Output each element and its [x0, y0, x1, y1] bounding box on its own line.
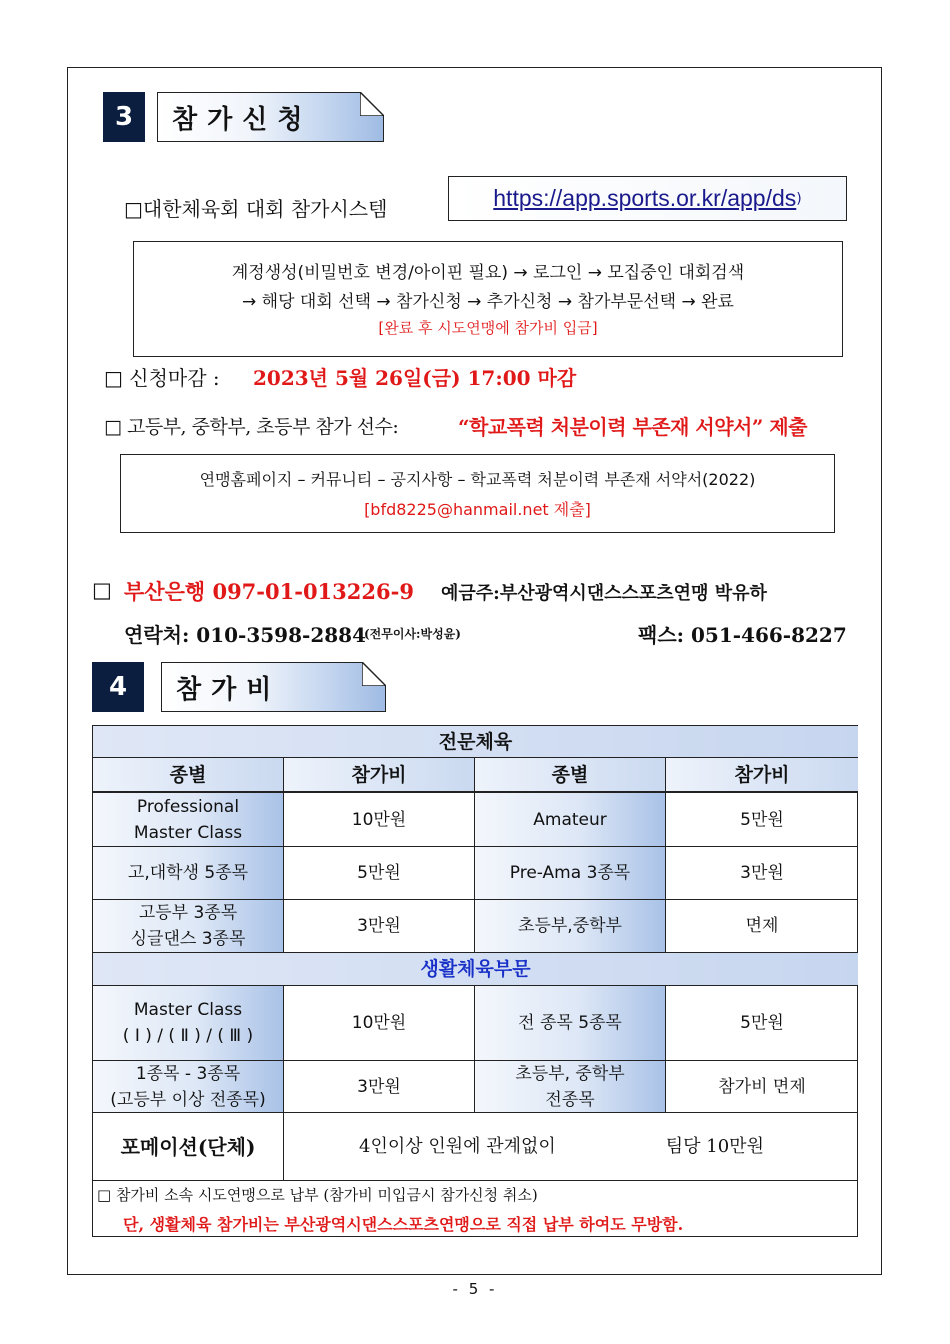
section4-title: 참가비	[176, 674, 282, 705]
life-cell-text: 1종목 - 3종목 (고등부 이상 전종목)	[110, 1063, 266, 1110]
pro-cell-text: 3만원	[357, 916, 401, 936]
section3-title-box	[157, 92, 384, 142]
pro-cell-text: 고,대학생 5종목	[127, 863, 249, 883]
life-title-text: 생활체육부문	[420, 958, 531, 980]
pro-cell-text: 5만원	[357, 863, 401, 883]
url-suffix: )	[796, 190, 802, 207]
contact-phone-note: (전무이사:박성윤)	[364, 627, 461, 641]
life-cell-text: 참가비 면제	[718, 1076, 806, 1097]
life-cell-text: Master Class ( Ⅰ ) / ( Ⅱ ) / ( Ⅲ )	[122, 1000, 254, 1046]
steps-line1: 계정생성(비밀번호 변경/아이핀 필요) → 로그인 → 모집중인 대회검색	[231, 263, 745, 283]
system-url-link[interactable]: https://app.sports.or.kr/app/ds	[493, 185, 797, 211]
life-cell-text: 전 종목 5종목	[518, 1013, 622, 1033]
life-cell	[475, 1061, 666, 1113]
pro-cell-text: Professional Master Class	[133, 796, 243, 843]
fee-table	[92, 725, 858, 1237]
pledge-box-line1: 연맹홈페이지 – 커뮤니티 – 공지사항 – 학교폭력 처분이력 부존재 서약서(2022)	[199, 470, 756, 489]
pro-cell	[666, 847, 858, 900]
formation-desc-cell	[284, 1113, 858, 1181]
system-label: □대한체육회 대회 참가시스템	[124, 197, 388, 221]
header-cell: 종별	[93, 758, 284, 792]
formation-label: 포메이션(단체)	[93, 1113, 284, 1181]
section3-number: 3	[103, 92, 145, 142]
steps-note: [완료 후 시도연맹에 참가비 입금]	[378, 319, 598, 337]
pro-cell	[93, 793, 284, 847]
section4-title-box	[161, 662, 386, 712]
life-cell-text: 3만원	[357, 1076, 401, 1097]
life-cell	[284, 986, 475, 1061]
life-cell	[666, 1061, 858, 1113]
life-cell-text: 5만원	[740, 1013, 784, 1033]
life-cell-text: 초등부, 중학부 전종목	[515, 1063, 625, 1110]
pro-cell	[475, 900, 666, 953]
pro-cell-text: 면제	[745, 916, 779, 936]
bank-checkbox: □	[92, 578, 112, 602]
life-title	[93, 953, 858, 986]
pro-cell-text: 3만원	[740, 863, 784, 883]
pro-cell	[475, 793, 666, 847]
pro-cell-text: 고등부 3종목 싱글댄스 3종목	[130, 903, 246, 949]
pledge-label: □ 고등부, 중학부, 초등부 참가 선수:	[104, 416, 399, 438]
life-cell	[93, 986, 284, 1061]
pledge-box	[120, 454, 835, 533]
header-cell: 참가비	[666, 758, 858, 792]
folded-corner-icon	[360, 92, 384, 116]
pro-cell	[666, 900, 858, 953]
deadline-value: 2023년 5월 26일(금) 17:00 마감	[253, 366, 577, 390]
pledge-value: “학교폭력 처분이력 부존재 서약서” 제출	[458, 415, 807, 439]
pro-cell-text: 5만원	[740, 809, 784, 830]
life-cell	[666, 986, 858, 1061]
section3-title: 참가신청	[172, 104, 313, 135]
pro-cell-text: Pre-Ama 3종목	[509, 863, 631, 883]
pro-title: 전문체육	[93, 726, 858, 758]
pro-cell	[475, 847, 666, 900]
pro-cell	[93, 847, 284, 900]
deadline-label: □ 신청마감 :	[104, 366, 220, 390]
url-box	[448, 176, 847, 221]
life-cell	[93, 1061, 284, 1113]
pro-cell	[284, 793, 475, 847]
pro-cell	[284, 847, 475, 900]
pro-cell	[666, 793, 858, 847]
pro-cell	[93, 900, 284, 953]
pro-cell-text: 초등부,중학부	[518, 916, 622, 936]
contact-phone: 연락처: 010-3598-2884	[124, 623, 366, 647]
pledge-box-email: [bfd8225@hanmail.net 제출]	[364, 500, 591, 519]
life-cell	[475, 986, 666, 1061]
fee-note-1: □ 참가비 소속 시도연맹으로 납부 (참가비 미입금시 참가신청 취소)	[97, 1186, 538, 1204]
pro-cell-text: Amateur	[533, 809, 607, 830]
formation-fee: 팀당 10만원	[665, 1135, 764, 1157]
life-cell	[284, 1061, 475, 1113]
steps-line2: → 해당 대회 선택 → 참가신청 → 추가신청 → 참가부문선택 → 완료	[242, 292, 734, 312]
section4-number: 4	[92, 662, 144, 712]
pro-cell	[284, 900, 475, 953]
page-number: - 5 -	[452, 1280, 498, 1298]
pro-cell-text: 10만원	[351, 809, 407, 830]
bank-holder: 예금주:부산광역시댄스스포츠연맹 박유하	[441, 583, 767, 604]
header-cell: 종별	[475, 758, 666, 792]
bank-account: 부산은행 097-01-013226-9	[124, 579, 414, 604]
contact-fax: 팩스: 051-466-8227	[638, 623, 847, 647]
fee-note-2: 단, 생활체육 참가비는 부산광역시댄스스포츠연맹으로 직접 납부 하여도 무방함.	[123, 1215, 684, 1234]
header-cell: 참가비	[284, 758, 475, 792]
life-cell-text: 10만원	[351, 1013, 407, 1033]
folded-corner-icon	[362, 662, 386, 686]
formation-desc: 4인이상 인원에 관계없이	[359, 1135, 556, 1157]
